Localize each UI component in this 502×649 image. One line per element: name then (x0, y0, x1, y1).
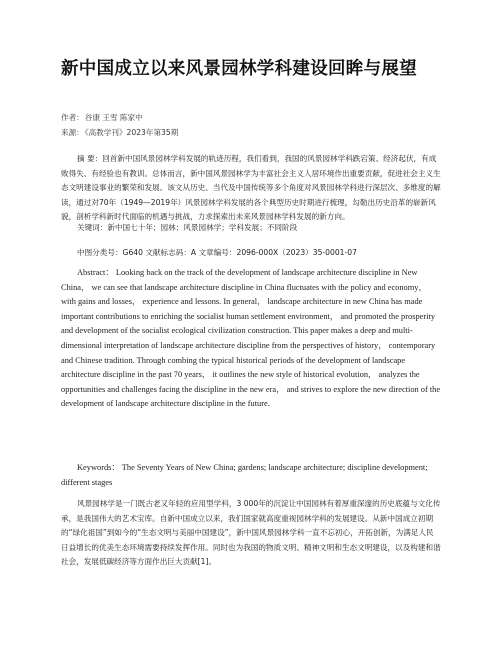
authors-value: 谷康 王雪 陈家中 (84, 113, 143, 122)
abstract-en-label: Abstract： (77, 268, 114, 277)
abstract-cn-text: 回首新中国风景园林学科发展的轨迹历程，我们看到，我国的风景园林学科跌宕策、经济起伏，有成败得失、有经验也有教训。总体而言，新中国风景园林学为丰富社会主义人居环境作出重要贡献，促进社会主义生态文明建设事业的繁荣和发展。该文从历史、当代及中国传统等多个角度对风景园林学科进行深层次、多维度的解读，通过对70年（1949—2019年）风景园林学科发展的各个典型历史时期进行梳理，勾勒出历史沿革的崭新风貌，剖析学科新时代面临的机遇与挑战，力求探索出未来风景园林学科发展的新方向。 (61, 154, 441, 222)
body-paragraph: 风景园林学是一门既古老又年轻的应用型学科，3 000年的沉淀让中国园林有着厚重深邃的历史底蕴与文化传承，是我国伟大的艺术宝库。自新中国成立以来，我们国家就高度重视园林学科的发展建设。从新中国成立初期的“绿化祖国”到如今的“生态文明与美丽中国建设”，新中国风景园林学科一直不忘初心，开拓创新，为满足人民日益增长的优美生态环境需要持续发挥作用。同时也为我国的物质文明、精神文明和生态文明建设，以及构建和谐社会，发展低碳经济等方面作出巨大贡献[1]。 (61, 499, 441, 567)
keywords-cn (61, 221, 441, 236)
authors-line (61, 112, 143, 123)
keywords-en-label: Keywords： (77, 463, 120, 472)
source-line (61, 127, 178, 138)
source-label: 来源： (61, 128, 84, 137)
keywords-en-text: The Seventy Years of New China; gardens; landscape architecture; discipline development; different stages (61, 463, 428, 487)
abstract-en-text: Looking back on the track of the development of landscape architecture discipline in New China， we can see that landscape architecture discipline in China fluctuates with the policy and economy， with gains and losses， experience and lessons. In general， landscape architecture in new China has made important contributions to enriching the socialist human settlement environment， and promoted the prosperity and development of the socialist ecological civilization construction. This paper makes a deep and multi-dimensional interpretation of landscape architecture discipline from the perspectives of history， contemporary and Chinese tradition. Through combing the typical historical periods of the development of landscape architecture discipline in the past 70 years， it outlines the new style of historical evolution， analyzes the opportunities and challenges facing the discipline in the new era， and strives to explore the new direction of the development of landscape architecture discipline in the future. (61, 268, 441, 409)
abstract-cn (61, 152, 441, 225)
article-title: 新中国成立以来风景园林学科建设回眸与展望 (61, 59, 417, 79)
abstract-cn-label: 摘 要： (77, 154, 103, 163)
keywords-en (61, 461, 441, 490)
keywords-cn-label: 关键词： (77, 223, 108, 232)
classification-line: 中图分类号：G640 文献标志码：A 文章编号：2096-000X（2023）35-0001-07 (77, 248, 357, 257)
keywords-cn-text: 新中国七十年；园林；风景园林学；学科发展；不同阶段 (107, 223, 298, 232)
abstract-en (61, 266, 441, 412)
source-value: 《高教学刊》2023年第35期 (84, 128, 179, 137)
authors-label: 作者： (61, 113, 84, 122)
